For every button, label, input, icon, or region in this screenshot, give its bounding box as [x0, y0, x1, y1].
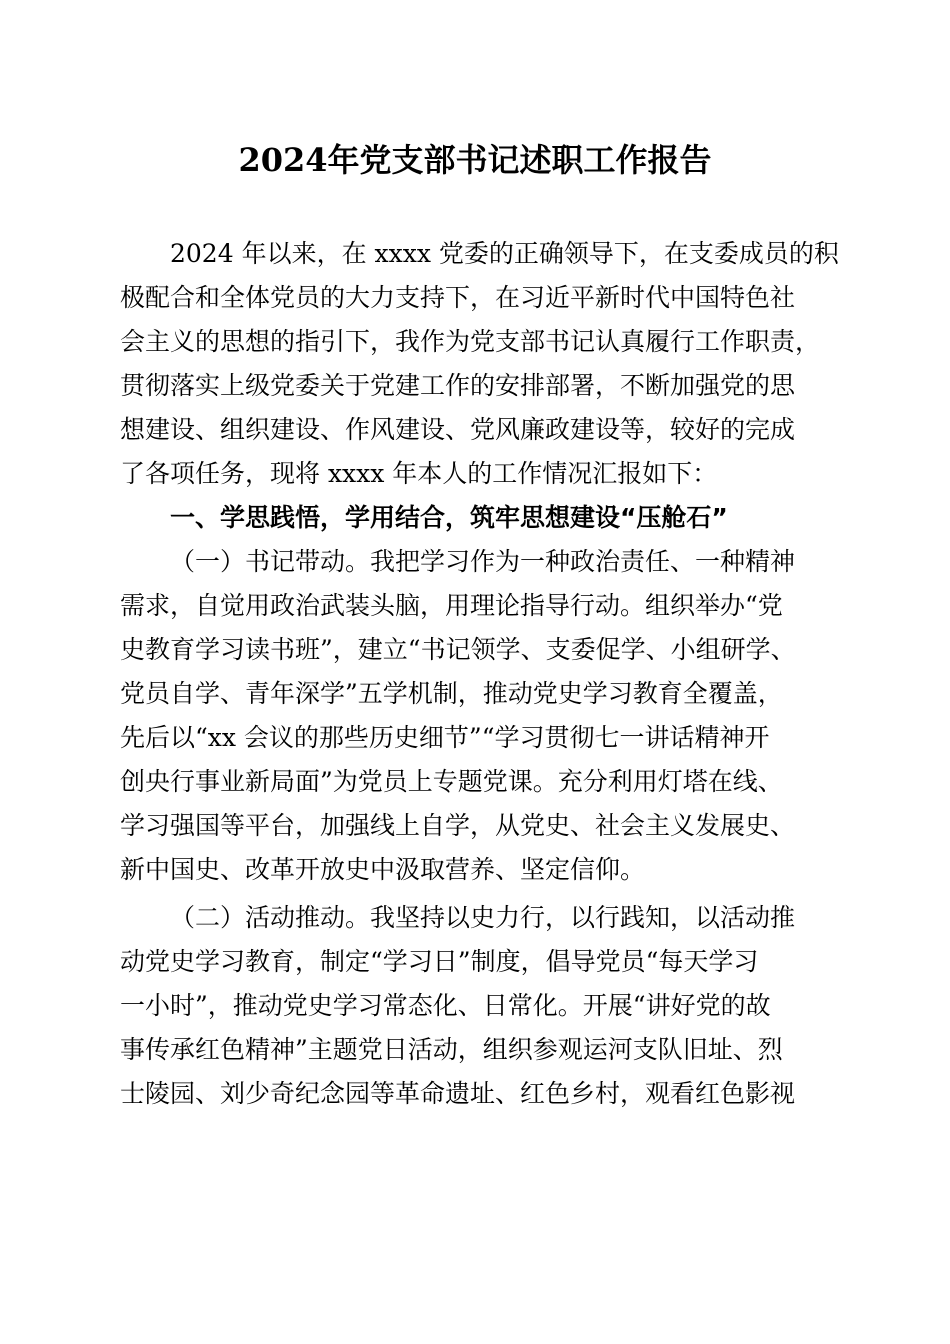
paragraph-line: 创央行事业新局面”为党员上专题党课。充分利用灯塔在线、 [120, 767, 783, 796]
paragraph-line: 贯彻落实上级党委关于党建工作的安排部署，不断加强党的思 [120, 371, 796, 400]
paragraph-line: 动党史学习教育，制定“学习日”制度，倡导党员“每天学习 [120, 947, 759, 976]
paragraph-line: 极配合和全体党员的大力支持下，在习近平新时代中国特色社 [120, 283, 796, 312]
paragraph-line: 2024 年以来，在 xxxx 党委的正确领导下，在支委成员的积 [170, 239, 839, 268]
paragraph-line: 士陵园、刘少奇纪念园等革命遗址、红色乡村，观看红色影视 [120, 1079, 796, 1108]
paragraph-line: 事传承红色精神”主题党日活动，组织参观运河支队旧址、烈 [120, 1035, 783, 1064]
paragraph-line: 想建设、组织建设、作风建设、党风廉政建设等，较好的完成 [120, 415, 796, 444]
document-title: 2024年党支部书记述职工作报告 [238, 141, 712, 179]
paragraph-line: 学习强国等平台，加强线上自学，从党史、社会主义发展史、 [120, 811, 796, 840]
paragraph-line: 了各项任务，现将 xxxx 年本人的工作情况汇报如下： [120, 459, 718, 488]
paragraph-line: 会主义的思想的指引下，我作为党支部书记认真履行工作职责， [120, 327, 821, 356]
paragraph-line: （一）书记带动。我把学习作为一种政治责任、一种精神 [170, 547, 796, 576]
paragraph-line: 先后以“xx 会议的那些历史细节”“学习贯彻七一讲话精神开 [120, 723, 770, 752]
paragraph-line: 一小时”，推动党史学习常态化、日常化。开展“讲好党的故 [120, 991, 771, 1020]
paragraph-line: 史教育学习读书班”，建立“书记领学、支委促学、小组研学、 [120, 635, 796, 664]
paragraph-line: （二）活动推动。我坚持以史力行，以行践知，以活动推 [170, 903, 796, 932]
paragraph-line: 新中国史、改革开放史中汲取营养、坚定信仰。 [120, 855, 646, 884]
paragraph-line: 党员自学、青年深学”五学机制，推动党史学习教育全覆盖， [120, 679, 783, 708]
paragraph-line: 需求，自觉用政治武装头脑，用理论指导行动。组织举办“党 [120, 591, 783, 620]
section-heading: 一、学思践悟，学用结合，筑牢思想建设“压舱石” [170, 503, 728, 532]
